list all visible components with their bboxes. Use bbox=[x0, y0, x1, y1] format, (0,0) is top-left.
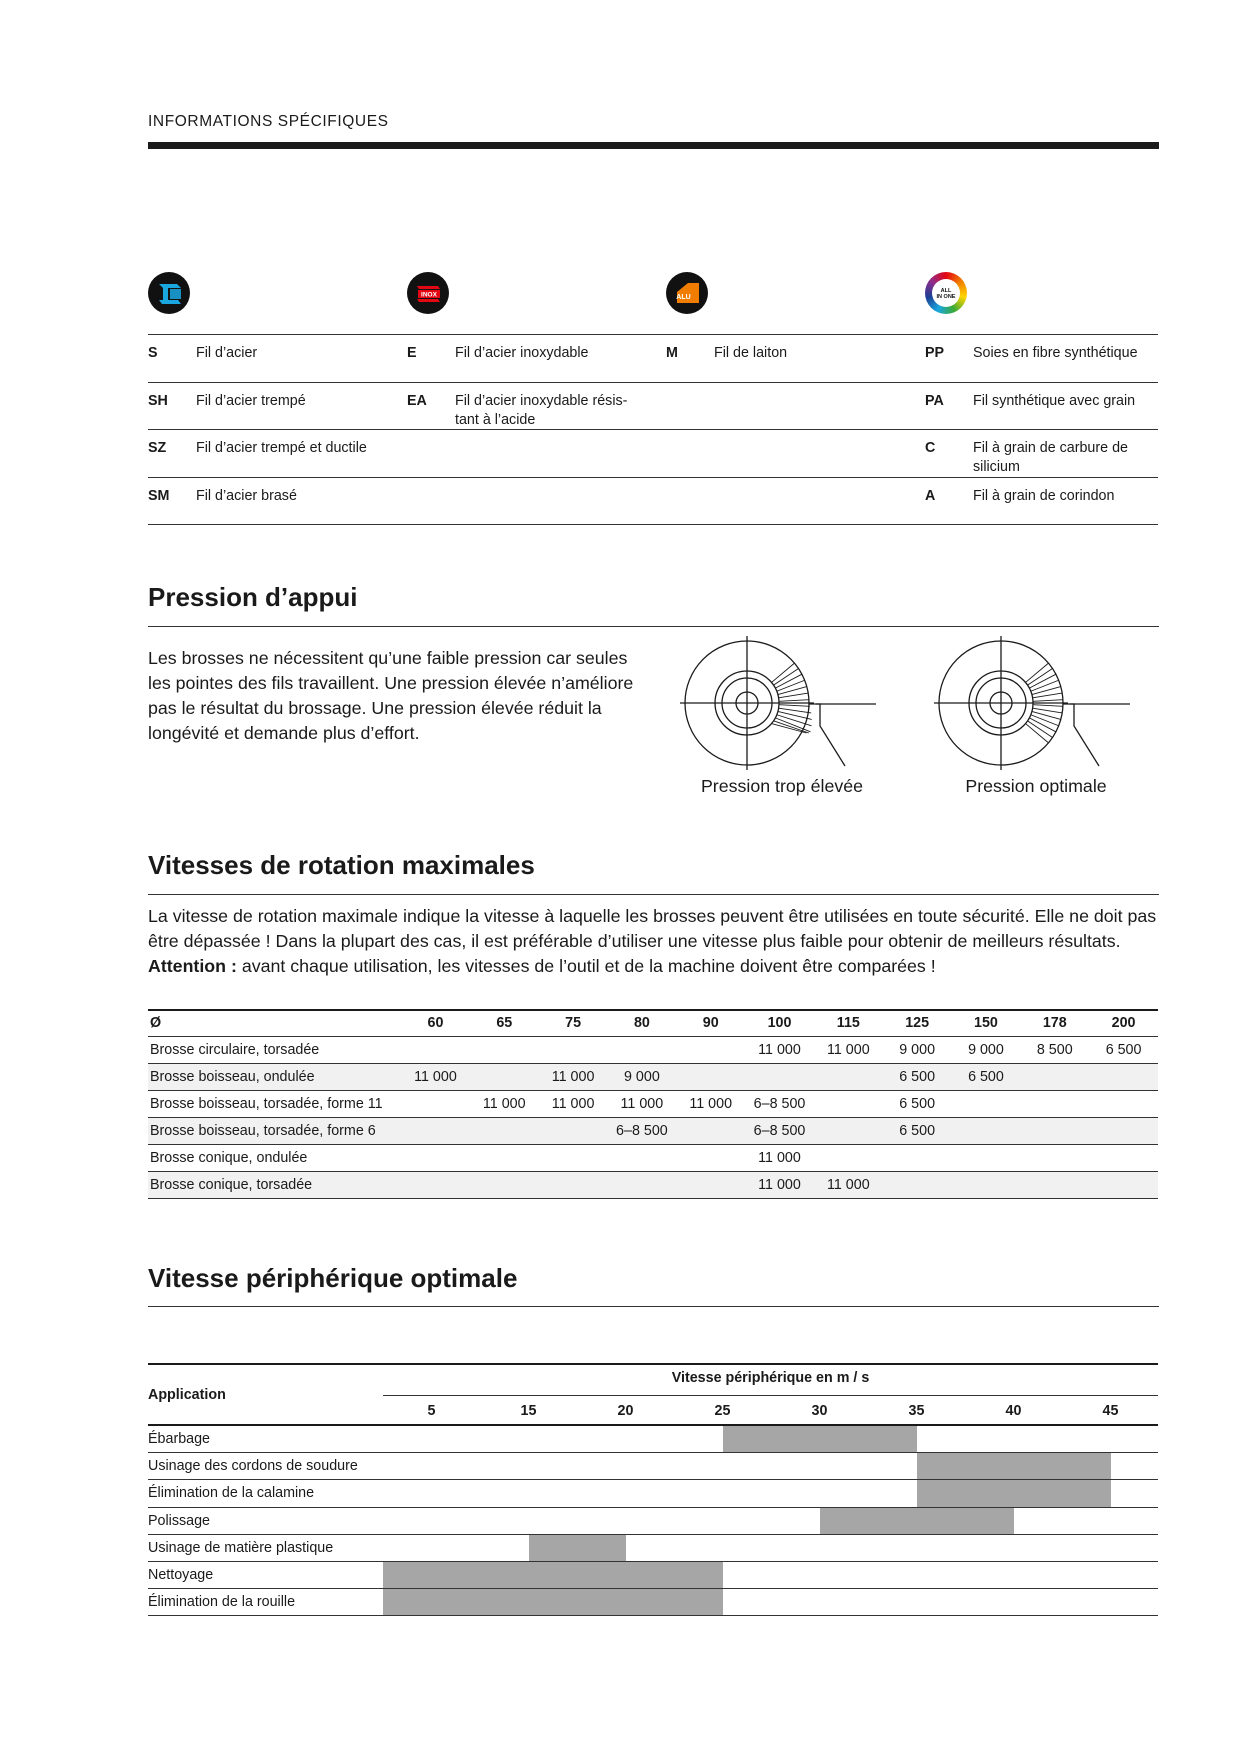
speed-value bbox=[1089, 1063, 1158, 1090]
speed-value bbox=[676, 1144, 745, 1171]
svg-text:ALL: ALL bbox=[940, 288, 952, 294]
material-description: Fil d’acier trempé bbox=[196, 392, 306, 409]
speed-value bbox=[1089, 1090, 1158, 1117]
speed-value bbox=[952, 1144, 1021, 1171]
speed-value bbox=[607, 1144, 676, 1171]
speed-range-bar bbox=[820, 1508, 1014, 1534]
speed-value: 8 500 bbox=[1020, 1036, 1089, 1063]
speed-group-header: Vitesse périphérique en m / s bbox=[671, 1370, 870, 1386]
application-label: Ébarbage bbox=[148, 1431, 211, 1447]
speed-value bbox=[539, 1036, 608, 1063]
speed-value bbox=[952, 1171, 1021, 1198]
speed-value bbox=[470, 1063, 539, 1090]
application-label: Élimination de la calamine bbox=[148, 1485, 315, 1502]
material-legend bbox=[148, 272, 1158, 525]
speed-value: 6 500 bbox=[883, 1063, 952, 1090]
diameter-column-header: 125 bbox=[883, 1010, 952, 1036]
material-code: C bbox=[925, 440, 936, 456]
material-code: A bbox=[925, 487, 936, 504]
material-code: S bbox=[148, 345, 158, 361]
speed-value bbox=[1020, 1063, 1089, 1090]
material-description: Soies en fibre synthétique bbox=[973, 345, 1138, 361]
material-code: SM bbox=[148, 487, 170, 504]
speed-value: 6 500 bbox=[883, 1117, 952, 1144]
material-description bbox=[714, 487, 899, 525]
speed-value bbox=[1089, 1171, 1158, 1198]
peripheral-rule bbox=[148, 1306, 1159, 1307]
speed-value bbox=[814, 1144, 883, 1171]
speed-row bbox=[148, 1562, 1158, 1589]
alu-icon-text: ALU bbox=[676, 294, 691, 301]
speed-value bbox=[607, 1036, 676, 1063]
material-description bbox=[455, 487, 640, 525]
speed-value: 11 000 bbox=[745, 1144, 814, 1171]
application-label: Polissage bbox=[148, 1512, 210, 1529]
speed-value bbox=[676, 1171, 745, 1198]
inox-icon-text: INOX bbox=[421, 291, 437, 299]
speed-value bbox=[676, 1036, 745, 1063]
speed-range-bar bbox=[383, 1589, 723, 1615]
material-description: Fil à grain de corindon bbox=[973, 487, 1115, 504]
speed-value bbox=[470, 1171, 539, 1198]
speed-range-bar bbox=[383, 1562, 723, 1588]
speed-value: 6 500 bbox=[952, 1063, 1021, 1090]
diagram-high-pressure bbox=[680, 636, 895, 776]
brush-type: Brosse boisseau, ondulée bbox=[148, 1063, 401, 1090]
speed-range-bar bbox=[917, 1453, 1111, 1479]
pression-rule bbox=[148, 626, 1159, 627]
diameter-column-header: 150 bbox=[952, 1010, 1021, 1036]
material-description bbox=[455, 439, 640, 477]
material-code: SZ bbox=[148, 440, 167, 456]
material-description: Fil à grain de carbure de silicium bbox=[973, 440, 1128, 475]
speed-value: 11 000 bbox=[745, 1036, 814, 1063]
speed-value bbox=[883, 1171, 952, 1198]
attention-label: Attention : bbox=[148, 956, 237, 976]
material-description: Fil synthétique avec grain bbox=[973, 392, 1136, 409]
speed-range-bar bbox=[917, 1480, 1111, 1506]
material-description: Fil de laiton bbox=[714, 345, 788, 361]
inox-icon bbox=[407, 272, 449, 314]
table-row bbox=[148, 1090, 1158, 1117]
material-description: Fil d’acier bbox=[196, 345, 258, 361]
speed-value: 6–8 500 bbox=[745, 1090, 814, 1117]
material-code bbox=[666, 439, 714, 477]
material-description bbox=[714, 439, 899, 477]
material-code: EA bbox=[407, 392, 427, 409]
steel-icon bbox=[148, 272, 190, 314]
speed-row bbox=[148, 1535, 1158, 1562]
legend-row bbox=[148, 335, 1158, 383]
legend-row bbox=[148, 478, 1158, 526]
material-code: E bbox=[407, 345, 417, 361]
pression-text: Les brosses ne nécessitent qu’une faible pression car seules les pointes des fils travaillent. Une pression élevée n’améliore pas le résultat du brossage. Une pression élevée réduit la longévité et demande plus d’effort. bbox=[148, 648, 634, 743]
application-header: Application bbox=[148, 1387, 226, 1403]
brush-type: Brosse circulaire, torsadée bbox=[148, 1036, 401, 1063]
speed-value: 9 000 bbox=[883, 1036, 952, 1063]
speed-tick-label: 35 bbox=[908, 1403, 925, 1419]
diameter-column-header: 115 bbox=[814, 1010, 883, 1036]
material-code bbox=[407, 439, 455, 477]
speed-tick-label: 5 bbox=[427, 1403, 436, 1419]
application-label: Usinage de matière plastique bbox=[148, 1539, 334, 1556]
speed-value: 6–8 500 bbox=[745, 1117, 814, 1144]
speed-value bbox=[1020, 1117, 1089, 1144]
rotation-table bbox=[148, 1009, 1158, 1199]
legend-row bbox=[148, 383, 1158, 431]
speed-value bbox=[814, 1090, 883, 1117]
speed-value: 9 000 bbox=[607, 1063, 676, 1090]
material-code: PA bbox=[925, 392, 944, 409]
diameter-column-header: 90 bbox=[676, 1010, 745, 1036]
material-description: Fil d’acier inoxydable bbox=[455, 345, 589, 361]
material-description bbox=[714, 392, 899, 430]
speed-tick-label: 20 bbox=[617, 1403, 634, 1419]
diameter-column-header: 100 bbox=[745, 1010, 814, 1036]
pression-title: Pression d’appui bbox=[148, 582, 358, 612]
speed-value bbox=[814, 1063, 883, 1090]
material-code bbox=[666, 392, 714, 430]
rotation-rule bbox=[148, 894, 1159, 895]
speed-value bbox=[401, 1144, 470, 1171]
svg-text:IN ONE: IN ONE bbox=[936, 294, 956, 300]
table-row bbox=[148, 1036, 1158, 1063]
speed-value bbox=[539, 1171, 608, 1198]
brush-type: Brosse boisseau, torsadée, forme 6 bbox=[148, 1117, 401, 1144]
diagram-optimal-pressure bbox=[934, 636, 1149, 776]
caption-optimal-pressure: Pression optimale bbox=[965, 776, 1107, 796]
speed-value bbox=[676, 1117, 745, 1144]
material-description: Fil d’acier trempé et ductile bbox=[196, 440, 367, 456]
speed-range-bar bbox=[529, 1535, 626, 1561]
material-code: PP bbox=[925, 345, 945, 361]
speed-value bbox=[401, 1117, 470, 1144]
speed-value bbox=[1020, 1090, 1089, 1117]
speed-value: 11 000 bbox=[539, 1090, 608, 1117]
peripheral-title: Vitesse périphérique optimale bbox=[148, 1263, 518, 1293]
speed-value: 11 000 bbox=[814, 1036, 883, 1063]
brush-type: Brosse conique, torsadée bbox=[148, 1171, 401, 1198]
speed-range-bar bbox=[723, 1426, 917, 1452]
header-label: INFORMATIONS SPÉCIFIQUES bbox=[148, 113, 389, 130]
table-row bbox=[148, 1063, 1158, 1090]
speed-value bbox=[676, 1063, 745, 1090]
diameter-column-header: 80 bbox=[607, 1010, 676, 1036]
table-row bbox=[148, 1171, 1158, 1198]
material-code: SH bbox=[148, 392, 168, 409]
speed-tick-label: 25 bbox=[714, 1403, 731, 1419]
speed-row bbox=[148, 1480, 1158, 1507]
brush-type: Brosse conique, ondulée bbox=[148, 1144, 401, 1171]
speed-value: 11 000 bbox=[814, 1171, 883, 1198]
table-row bbox=[148, 1144, 1158, 1171]
diameter-column-header: 200 bbox=[1089, 1010, 1158, 1036]
speed-value bbox=[607, 1171, 676, 1198]
speed-value bbox=[814, 1117, 883, 1144]
speed-value bbox=[1089, 1117, 1158, 1144]
brush-type: Brosse boisseau, torsadée, forme 11 bbox=[148, 1090, 401, 1117]
diameter-header: Ø bbox=[148, 1010, 401, 1036]
speed-tick-label: 45 bbox=[1102, 1403, 1119, 1419]
rotation-title: Vitesses de rotation maximales bbox=[148, 850, 535, 880]
material-code bbox=[666, 487, 714, 525]
speed-value: 11 000 bbox=[676, 1090, 745, 1117]
speed-value bbox=[401, 1090, 470, 1117]
speed-value: 11 000 bbox=[745, 1171, 814, 1198]
speed-value bbox=[1020, 1171, 1089, 1198]
speed-value bbox=[745, 1063, 814, 1090]
speed-value: 6–8 500 bbox=[607, 1117, 676, 1144]
speed-value: 6 500 bbox=[1089, 1036, 1158, 1063]
header-rule bbox=[148, 142, 1159, 149]
rotation-text: La vitesse de rotation maximale indique la vitesse à laquelle les brosses peuvent être utilisées en toute sécurité. Elle ne doit pas être dépassée ! Dans la plupart des cas, il est préférable d’utiliser une vitesse plus faible pour obtenir de meilleurs résultats. Attention : avant chaque utilisation, les vitesses de l’outil et de la machine doivent être comparées ! bbox=[148, 906, 1157, 976]
material-description: Fil d’acier inoxydable résis- tant à l’acide bbox=[455, 392, 628, 428]
speed-value: 6 500 bbox=[883, 1090, 952, 1117]
speed-value: 11 000 bbox=[470, 1090, 539, 1117]
speed-value: 9 000 bbox=[952, 1036, 1021, 1063]
speed-tick-label: 30 bbox=[811, 1403, 828, 1419]
diameter-column-header: 178 bbox=[1020, 1010, 1089, 1036]
material-description: Fil d’acier brasé bbox=[196, 487, 297, 504]
speed-value bbox=[952, 1117, 1021, 1144]
speed-value bbox=[539, 1117, 608, 1144]
speed-value: 11 000 bbox=[539, 1063, 608, 1090]
speed-tick-label: 40 bbox=[1005, 1403, 1022, 1419]
diameter-column-header: 75 bbox=[539, 1010, 608, 1036]
speed-value bbox=[1089, 1144, 1158, 1171]
peripheral-speed-chart bbox=[148, 1363, 1158, 1616]
speed-row bbox=[148, 1453, 1158, 1480]
diameter-column-header: 60 bbox=[401, 1010, 470, 1036]
application-label: Nettoyage bbox=[148, 1566, 214, 1583]
speed-value bbox=[539, 1144, 608, 1171]
speed-value bbox=[470, 1117, 539, 1144]
speed-value bbox=[401, 1171, 470, 1198]
application-label: Élimination de la rouille bbox=[148, 1594, 296, 1611]
speed-row bbox=[148, 1589, 1158, 1616]
speed-row bbox=[148, 1426, 1158, 1453]
speed-value: 11 000 bbox=[607, 1090, 676, 1117]
speed-tick-label: 15 bbox=[520, 1403, 537, 1419]
material-code: M bbox=[666, 345, 678, 361]
speed-value bbox=[952, 1090, 1021, 1117]
speed-value bbox=[883, 1144, 952, 1171]
speed-value bbox=[401, 1036, 470, 1063]
diameter-column-header: 65 bbox=[470, 1010, 539, 1036]
table-row bbox=[148, 1117, 1158, 1144]
material-code bbox=[407, 487, 455, 525]
speed-value: 11 000 bbox=[401, 1063, 470, 1090]
application-label: Usinage des cordons de soudure bbox=[148, 1458, 358, 1475]
caption-high-pressure: Pression trop élevée bbox=[700, 776, 864, 796]
alu-icon bbox=[666, 272, 708, 314]
all-in-one-icon bbox=[925, 272, 967, 314]
speed-value bbox=[1020, 1144, 1089, 1171]
legend-row bbox=[148, 430, 1158, 478]
speed-row bbox=[148, 1508, 1158, 1535]
speed-value bbox=[470, 1144, 539, 1171]
speed-value bbox=[470, 1036, 539, 1063]
